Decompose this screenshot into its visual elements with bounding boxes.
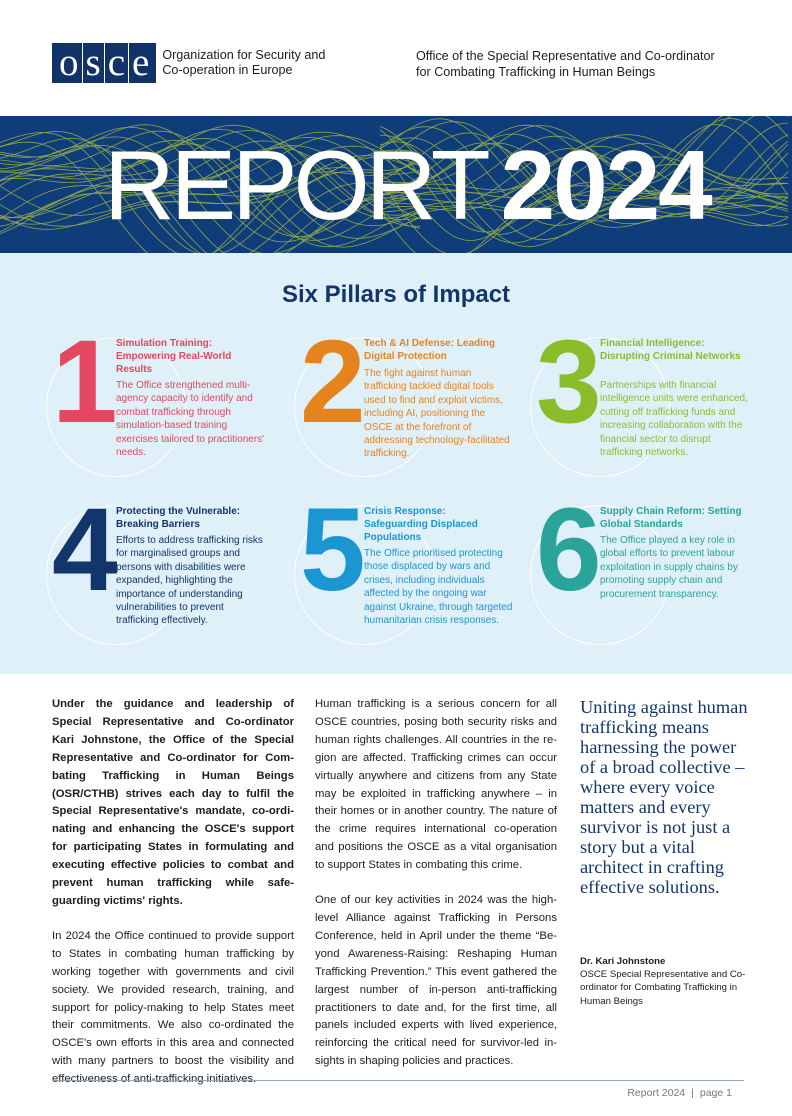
logo-letter: c	[104, 43, 128, 83]
pillar-body: The fight against human trafficking tackled digital tools used to find and exploit victims, including AI, positioning the OSCE at the forefront of addressing technology-facilitated trafficking.	[364, 368, 510, 460]
pillar-card	[52, 316, 302, 497]
pillar-number: 4	[52, 484, 115, 616]
quote-attribution	[580, 955, 770, 1008]
pillar-title: Simulation Training: Empowering Real-World Results	[116, 338, 232, 375]
pillar-card	[52, 484, 302, 665]
page-footer	[627, 1087, 732, 1099]
pillar-card	[536, 316, 786, 497]
footer-report-label: Report 2024	[627, 1087, 686, 1099]
pull-quote: Uniting against human trafficking means harnessing the power of a broad collective – where every voice matters and every survivor is not just a story but a vital architect in crafting effective solutions.	[580, 697, 748, 897]
pillar-title: Protecting the Vulnerable: Breaking Barriers	[116, 506, 241, 530]
organization-name	[162, 48, 362, 78]
report-banner	[0, 116, 792, 253]
footer-divider	[52, 1080, 744, 1081]
osce-logo	[52, 43, 362, 83]
author-role: OSCE Special Representative and Co-ordinator for Combating Trafficking in Human Beings	[580, 969, 746, 1007]
logo-letter: s	[82, 43, 104, 83]
organization-name-line: Co-operation in Europe	[162, 63, 293, 77]
intro-paragraph: In 2024 the Office continued to provide support to States in combating human trafficking by working together with governments and civil society. We provided research, training, and support for policy-making to help States meet their commitments. We also co-ordinated the OSCE's own efforts in this area and connected with many partners to boost the visibility and	[52, 929, 294, 1068]
page-header	[0, 0, 792, 116]
logo-letter: o	[59, 41, 79, 84]
pillars-panel	[0, 253, 792, 674]
report-year: 2024	[500, 130, 711, 240]
office-name-line: Office of the Special Representative and Co-ordinator	[416, 49, 715, 63]
author-name: Dr. Kari Johnstone	[580, 956, 666, 967]
footer-separator: |	[691, 1087, 694, 1099]
context-paragraph: Human trafficking is a serious concern for all OSCE countries, posing both security risks and human rights challenges. All countries in the region are affected. Trafficking crimes can occur virtually anywhere and citizens from any State may be exploited in trafficking anywhere – in their homes or in another country. The nature of the crime requires international co-operation and positions the OSCE as a vital organisation to support States in combating this crime.	[315, 698, 557, 872]
organization-name-line: Organization for Security and	[162, 48, 326, 62]
pillar-number: 2	[300, 316, 363, 448]
pillar-body: The Office prioritised protecting those displaced by wars and crises, including individuals affected by the ongoing war against Ukraine, through targeted humanitarian crisis responses.	[364, 548, 513, 627]
osce-logo-mark	[52, 43, 156, 83]
intro-column	[52, 696, 294, 1089]
pillar-body: Efforts to address trafficking risks for marginalised groups and persons with disabilities were expanded, highlighting the importance of understanding vulnerabilities to prevent trafficking effectively.	[116, 535, 263, 627]
pillar-card	[300, 316, 550, 497]
pillar-body: The Office played a key role in global efforts to prevent labour exploitation in supply chains by promoting supply chain and procurement transparency.	[600, 535, 738, 600]
pillar-card	[300, 484, 550, 665]
pillars-heading: Six Pillars of Impact	[281, 281, 511, 308]
pillar-number: 1	[52, 316, 115, 448]
pillar-title: Crisis Response: Safeguarding Displaced Populations	[364, 506, 478, 543]
context-paragraph: One of our key activities in 2024 was the high-level Alliance against Trafficking in Persons Conference, held in April under the theme “Beyond Awareness-Raising: Reshaping Human Trafficking Prevention.” This event gathered the largest number of in-person anti-trafficking practitioners to date and, for the first time, all panels included experts with lived experience, reinforcing the critical need for survivor-led insights in shaping policies and practices.	[315, 894, 557, 1068]
logo-letter: e	[128, 43, 152, 83]
pillar-title: Financial Intelligence: Disrupting Criminal Networks	[600, 338, 741, 362]
pillar-number: 5	[300, 484, 363, 616]
pillar-card	[536, 484, 786, 665]
page-number: page 1	[699, 1087, 732, 1099]
pillar-body: Partnerships with financial intelligence units were enhanced, cutting off trafficking funds and increasing collaboration with the financial sector to disrupt trafficking networks.	[600, 380, 748, 459]
report-title	[104, 130, 711, 240]
pillar-number: 3	[536, 316, 599, 448]
pillar-number: 6	[536, 484, 599, 616]
report-title-word: REPORT	[104, 130, 487, 240]
pillar-title: Supply Chain Reform: Setting Global Standards	[600, 506, 742, 530]
pillar-title: Tech & AI Defense: Leading Digital Protection	[364, 338, 496, 362]
context-column	[315, 696, 557, 1071]
intro-lead-paragraph: Under the guidance and leadership of Special Representative and Co-ordinator Kari Johnstone, the Office of the Special Representative and Co-ordinator for Combating Trafficking in Human Beings (OSR/CTHB) strives each day to fulfil the Special Representative's mandate, co-ordinating and enhancing the OSCE's support for participating States in formulating and executing effective policies to combat and prevent human trafficking while safeguarding victims' rights.	[52, 698, 294, 907]
office-name	[416, 48, 776, 80]
office-name-line: for Combating Trafficking in Human Beings	[416, 65, 656, 79]
pillar-body: The Office strengthened multi-agency capacity to identify and combat trafficking through simulation-based training exercises tailored to practitioners' needs.	[116, 380, 265, 459]
